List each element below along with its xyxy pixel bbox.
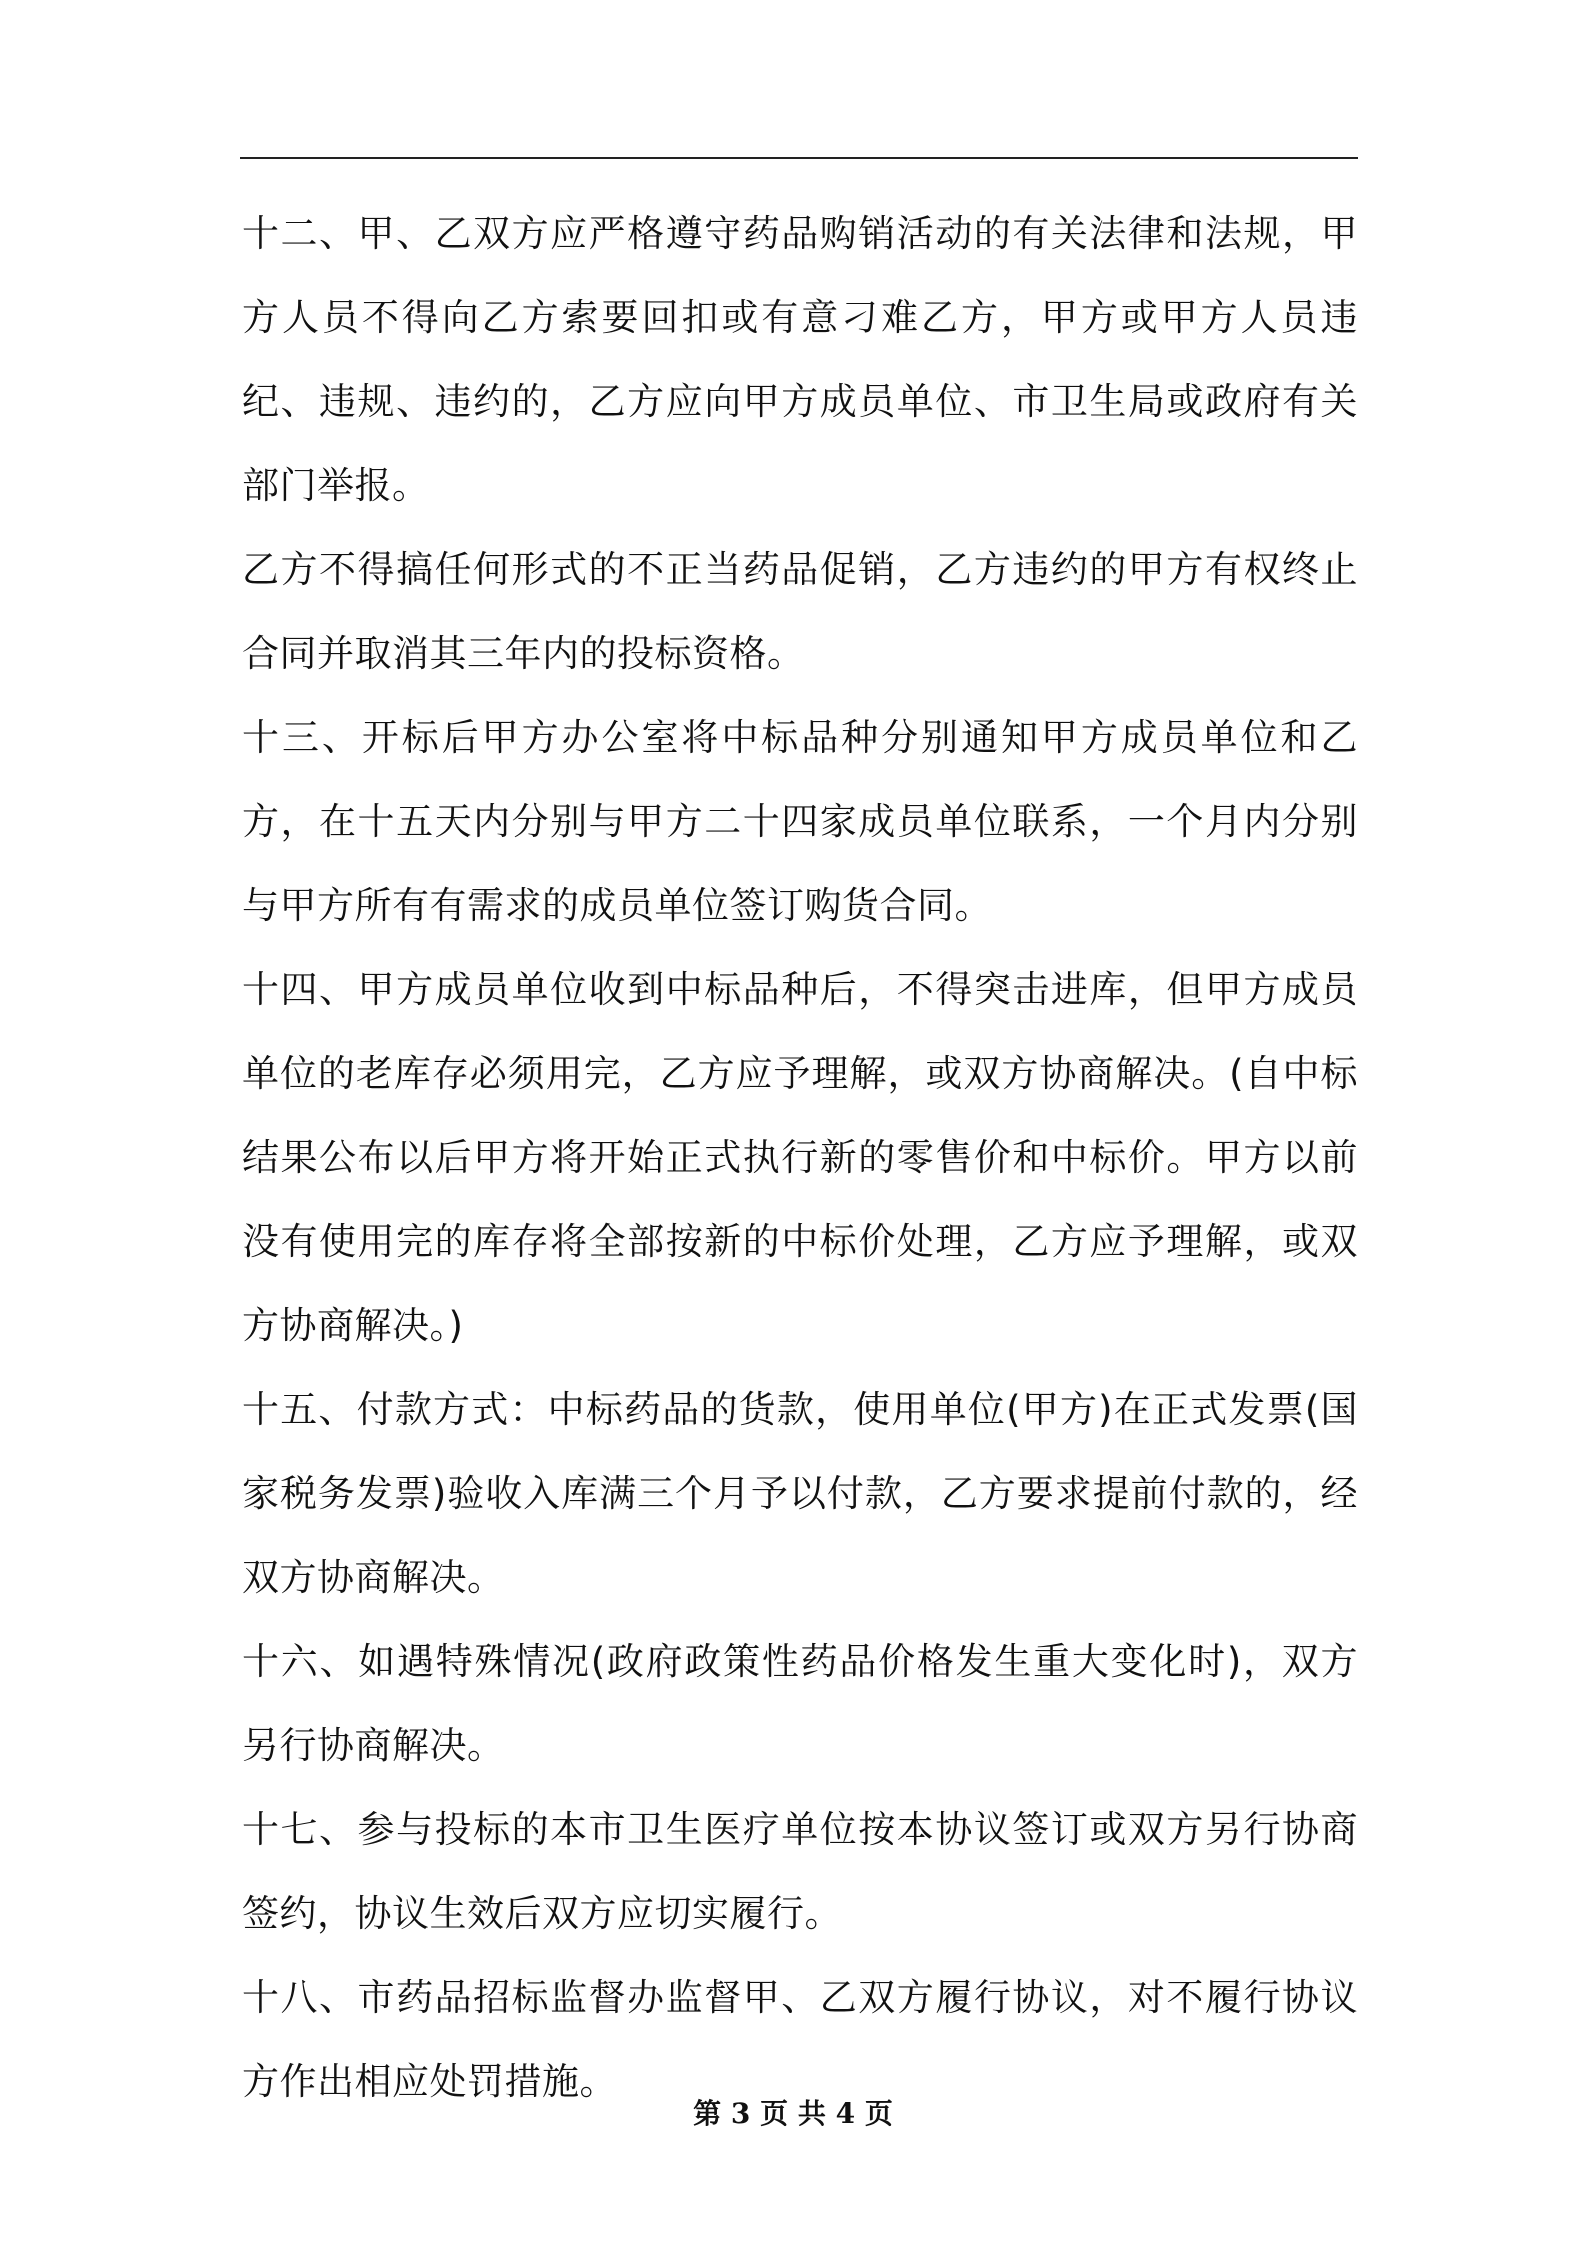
paragraph-article-14: 十四、甲方成员单位收到中标品种后，不得突击进库，但甲方成员单位的老库存必须用完，乙方应予理解，或双方协商解决。(自中标结果公布以后甲方将开始正式执行新的零售价和中标价。甲方以前没有使用完的库存将全部按新的中标价处理，乙方应予理解，或双方协商解决。) [242,968,1358,1347]
paragraph-article-12: 十二、甲、乙双方应严格遵守药品购销活动的有关法律和法规，甲方人员不得向乙方索要回扣或有意刁难乙方，甲方或甲方人员违纪、违规、违约的，乙方应向甲方成员单位、市卫生局或政府有关部门举报。 [242,212,1358,507]
page-number: 第 3 页 共 4 页 [693,2097,893,2130]
paragraph-article-12-continued: 乙方不得搞任何形式的不正当药品促销，乙方违约的甲方有权终止合同并取消其三年内的投标资格。 [242,548,1358,675]
header-divider [240,157,1358,159]
document-body [242,192,1358,2124]
paragraph-article-18: 十八、市药品招标监督办监督甲、乙双方履行协议，对不履行协议方作出相应处罚措施。 [242,1976,1358,2103]
paragraph-article-16: 十六、如遇特殊情况(政府政策性药品价格发生重大变化时)，双方另行协商解决。 [242,1640,1358,1767]
paragraph-article-15: 十五、付款方式：中标药品的货款，使用单位(甲方)在正式发票(国家税务发票)验收入库满三个月予以付款，乙方要求提前付款的，经双方协商解决。 [242,1388,1358,1599]
paragraph-article-17: 十七、参与投标的本市卫生医疗单位按本协议签订或双方另行协商签约，协议生效后双方应切实履行。 [242,1808,1358,1935]
paragraph-article-13: 十三、开标后甲方办公室将中标品种分别通知甲方成员单位和乙方，在十五天内分别与甲方二十四家成员单位联系，一个月内分别与甲方所有有需求的成员单位签订购货合同。 [242,716,1358,927]
